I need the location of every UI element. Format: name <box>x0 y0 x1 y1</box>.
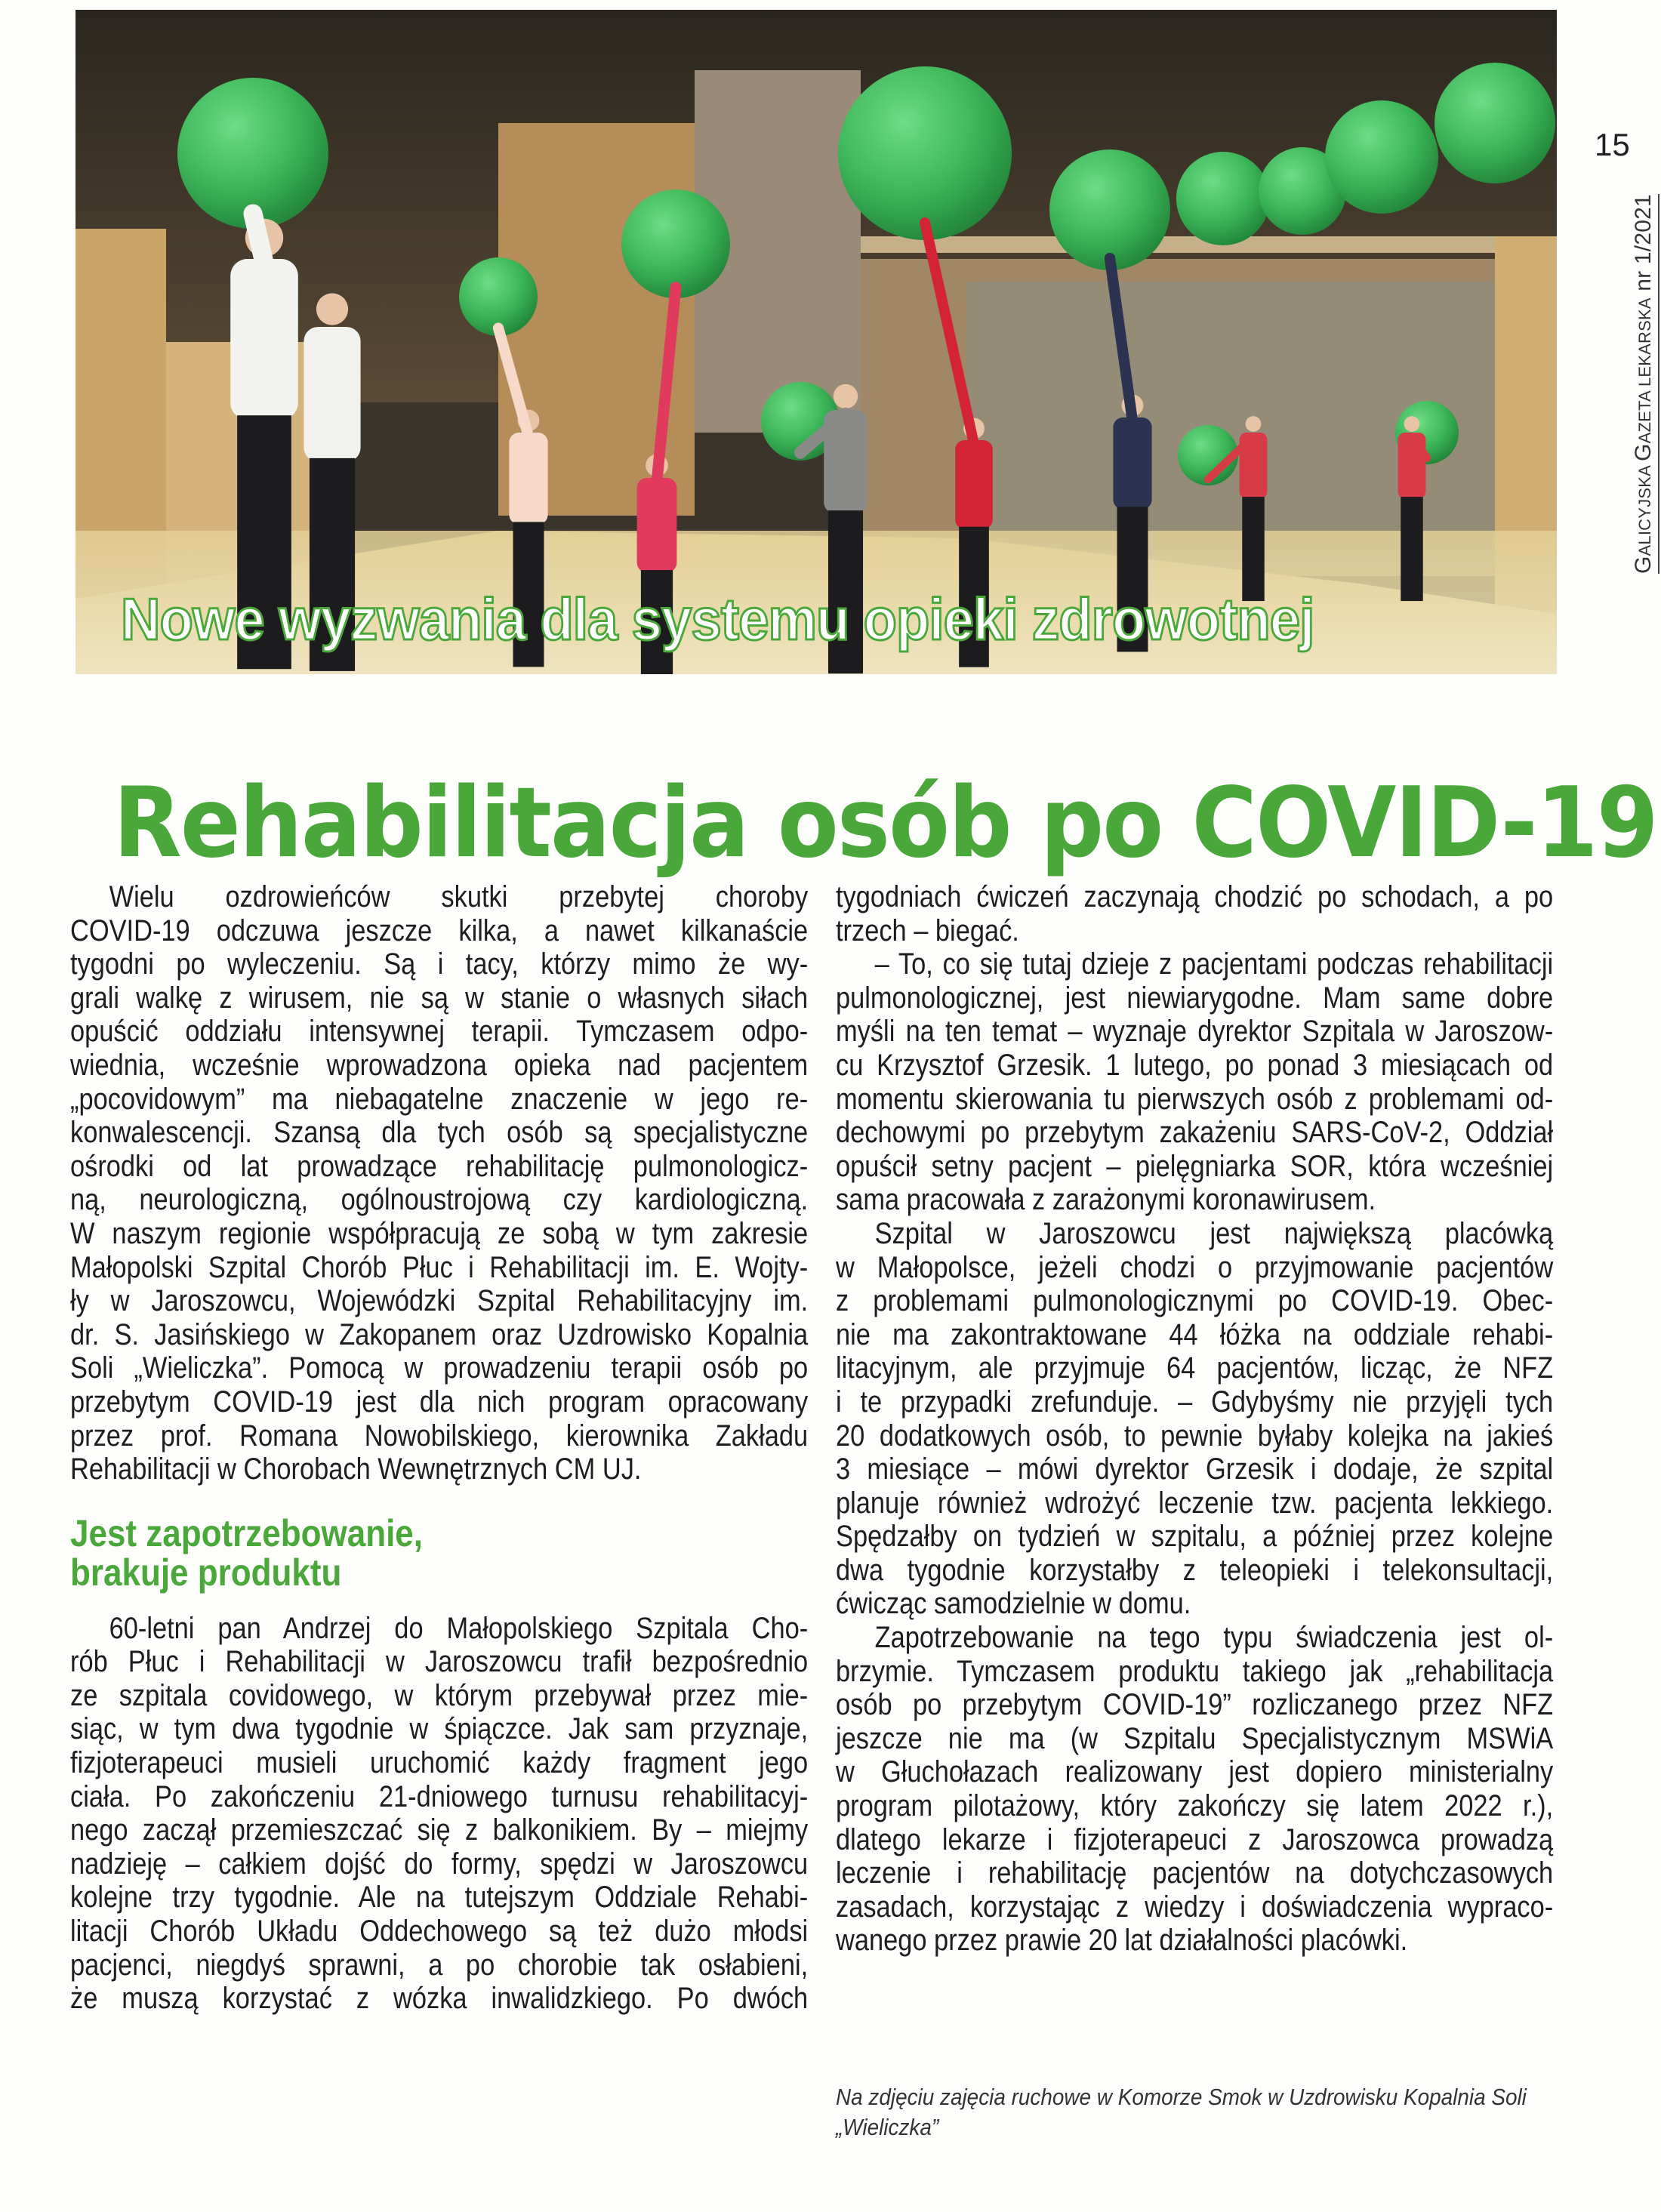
paragraph-quote <box>836 947 1553 1217</box>
text-line: dlatego lekarze i fizjoterapeuci z Jaroszowca prowadzą <box>836 1822 1554 1856</box>
text-line: Zapotrzebowanie na tego typu świadczenia jest ol- <box>874 1621 1554 1655</box>
caption-line-1: Na zdjęciu zajęcia ruchowe w Komorze Smok w Uzdrowisku Kopalnia Soli <box>836 2084 1527 2110</box>
text-line: dwa tygodnie korzystałby z teleopieki i telekonsultacji, <box>836 1553 1554 1587</box>
text-line: tygodniach ćwiczeń zaczynają chodzić po schodach, a po <box>836 880 1554 913</box>
text-line: litacji Chorób Układu Oddechowego są też dużo młodsi <box>70 1915 809 1949</box>
text-line: trzech – biegać. <box>836 913 1019 947</box>
text-line: ze szpitala covidowego, w którym przebywał przez mie- <box>70 1678 809 1712</box>
text-line: siąc, w tym dwa tygodnie w śpiączce. Jak sam przyznaje, <box>70 1712 809 1746</box>
running-head-initial-1: G <box>1631 556 1656 574</box>
text-line: momentu skierowania tu pierwszych osób z problemami od- <box>836 1082 1554 1116</box>
caption-line-2: „Wieliczka” <box>836 2114 939 2140</box>
text-line: przebytym COVID-19 jest dla nich program opracowany <box>70 1385 809 1419</box>
subheading-line-1: Jest zapotrzebowanie, <box>70 1511 424 1554</box>
text-line: leczenie i rehabilitację pacjentów na dotychczasowych <box>836 1856 1554 1890</box>
text-line: Spędzałby on tydzień w szpitalu, a później przez kolejne <box>836 1520 1554 1554</box>
text-line: opuścił setny pacjent – pielęgniarka SOR, która wcześniej <box>836 1149 1554 1183</box>
left-column <box>70 880 808 2016</box>
text-line: konwalescencji. Szansą dla tych osób są specjalistyczne <box>70 1116 809 1150</box>
text-line: dr. S. Jasińskiego w Zakopanem oraz Uzdrowisko Kopalnia <box>70 1317 809 1351</box>
page-number: 15 <box>1595 127 1630 162</box>
exercise-ball <box>838 66 1012 240</box>
text-line: Wielu ozdrowieńców skutki przebytej choroby <box>109 880 809 913</box>
text-line: jeszcze nie ma (w Szpitalu Specjalistycznym MSWiA <box>836 1721 1554 1755</box>
text-line: pulmonologicznej, jest niewiarygodne. Mam same dobre <box>836 981 1554 1015</box>
text-line: dechowymi po przebytym zakażeniu SARS-CoV-2, Oddział <box>836 1116 1554 1150</box>
text-line: nego zaczął przemieszczać się z balkonikiem. By – miejmy <box>70 1813 809 1847</box>
text-line: z problemami pulmonologicznymi po COVID-19. Obec- <box>836 1284 1554 1318</box>
text-line: wiednia, wcześnie wprowadzona opieka nad pacjentem <box>70 1048 809 1082</box>
exercise-class-photo <box>76 10 1557 674</box>
text-line: „pocovidowym” ma niebagatelne znaczenie w jego re- <box>70 1082 809 1116</box>
text-line: litacyjnym, ale przyjmuje 64 pacjentów, licząc, że NFZ <box>836 1351 1554 1385</box>
paragraph-demand <box>836 1621 1553 1958</box>
article-photo <box>76 10 1557 674</box>
text-line: wanego przez prawie 20 lat działalności placówki. <box>836 1924 1408 1958</box>
photo-overlay-title: Nowe wyzwania dla systemu opieki zdrowotnej <box>121 586 1314 652</box>
text-line: ćwicząc samodzielnie w domu. <box>836 1587 1191 1621</box>
running-head-initial-2: G <box>1631 443 1656 461</box>
story-paragraph <box>70 1612 808 2016</box>
text-line: – To, co się tutaj dzieje z pacjentami podczas rehabilitacji <box>874 947 1554 981</box>
text-line: Rehabilitacji w Chorobach Wewnętrznych CM UJ. <box>70 1453 642 1486</box>
text-line: Soli „Wieliczka”. Pomocą w prowadzeniu terapii osób po <box>70 1351 809 1385</box>
text-line: grali walkę z wirusem, nie są w stanie o własnych siłach <box>70 981 809 1015</box>
text-line: program pilotażowy, który zakończy się latem 2022 r.), <box>836 1789 1554 1823</box>
intro-paragraph <box>70 880 808 1486</box>
text-line: zasadach, korzystając z wiedzy i doświadczenia wypraco- <box>836 1890 1554 1924</box>
text-line: ośrodki od lat prowadzące rehabilitację pulmonologicz- <box>70 1149 809 1183</box>
text-line: przez prof. Romana Nowobilskiego, kierownika Zakładu <box>70 1419 809 1453</box>
text-line: sama pracowała z zarażonymi koronawirusem. <box>836 1183 1376 1217</box>
paragraph-continuation <box>836 880 1553 947</box>
article-title: Rehabilitacja osób po COVID-19 <box>113 766 1657 880</box>
text-line: że muszą korzystać z wózka inwalidzkiego. Po dwóch <box>70 1982 809 2016</box>
text-line: kolejne trzy tygodnie. Ale na tutejszym Oddziale Rehabi- <box>70 1881 809 1915</box>
text-line: W naszym regionie współpracują ze sobą w tym zakresie <box>70 1216 809 1250</box>
text-line: ciała. Po zakończeniu 21-dniowego turnusu rehabilitacyj- <box>70 1779 809 1813</box>
text-line: rób Płuc i Rehabilitacji w Jaroszowcu trafił bezpośrednio <box>70 1645 809 1679</box>
text-line: ną, neurologiczną, ogólnoustrojową czy kardiologiczną. <box>70 1183 809 1217</box>
text-line: myśli na ten temat – wyznaje dyrektor Szpitala w Jaroszow- <box>836 1015 1554 1049</box>
text-line: cu Krzysztof Grzesik. 1 lutego, po ponad 3 miesiącach od <box>836 1048 1554 1082</box>
text-line: COVID-19 odczuwa jeszcze kilka, a nawet kilkanaście <box>70 913 809 947</box>
text-line: osób po przebytym COVID-19” rozliczanego przez NFZ <box>836 1688 1554 1722</box>
text-line: w Małopolsce, jeżeli chodzi o przyjmowanie pacjentów <box>836 1250 1554 1284</box>
text-line: fizjoterapeuci musieli uruchomić każdy fragment jego <box>70 1746 809 1780</box>
exercise-ball <box>1049 149 1170 270</box>
text-line: 3 miesiące – mówi dyrektor Grzesik i dodaje, że szpital <box>836 1453 1554 1486</box>
text-line: ły w Jaroszowcu, Wojewódzki Szpital Rehabilitacyjny im. <box>70 1284 809 1318</box>
running-head-word-1: ALICYJSKA <box>1635 461 1654 556</box>
right-column <box>836 880 1553 1958</box>
running-head <box>1631 194 1659 574</box>
text-line: tygodni po wyleczeniu. Są i tacy, którzy mimo że wy- <box>70 947 809 981</box>
text-line: nie ma zakontraktowane 44 łóżka na oddziale rehabi- <box>836 1317 1554 1351</box>
paragraph-hospital <box>836 1217 1553 1621</box>
text-line: 60-letni pan Andrzej do Małopolskiego Szpitala Cho- <box>109 1611 809 1645</box>
text-line: Małopolski Szpital Chorób Płuc i Rehabilitacji im. E. Wojty- <box>70 1250 809 1284</box>
text-line: 20 dodatkowych osób, to pewnie byłaby kolejka na jakieś <box>836 1419 1554 1453</box>
text-line: Szpital w Jaroszowcu jest największą placówką <box>874 1216 1554 1250</box>
running-head-word-2: AZETA LEKARSKA <box>1635 297 1654 444</box>
photo-caption <box>836 2082 1553 2143</box>
text-line: i te przypadki zrefunduje. – Gdybyśmy nie przyjęli tych <box>836 1385 1554 1419</box>
text-line: opuścić oddziału intensywnej terapii. Tymczasem odpo- <box>70 1015 809 1049</box>
subheading-line-2: brakuje produktu <box>70 1551 342 1594</box>
text-line: pacjenci, niegdyś sprawni, a po chorobie tak osłabieni, <box>70 1948 809 1982</box>
text-line: planuje również wdrożyć leczenie tzw. pacjenta lekkiego. <box>836 1486 1554 1520</box>
running-head-issue: nr 1/2021 <box>1631 194 1656 298</box>
text-line: w Głuchołazach realizowany jest dopiero ministerialny <box>836 1755 1554 1789</box>
text-line: nadzieję – całkiem dojść do formy, spędzi w Jaroszowcu <box>70 1847 809 1881</box>
text-line: brzymie. Tymczasem produktu takiego jak „rehabilitacja <box>836 1654 1554 1688</box>
